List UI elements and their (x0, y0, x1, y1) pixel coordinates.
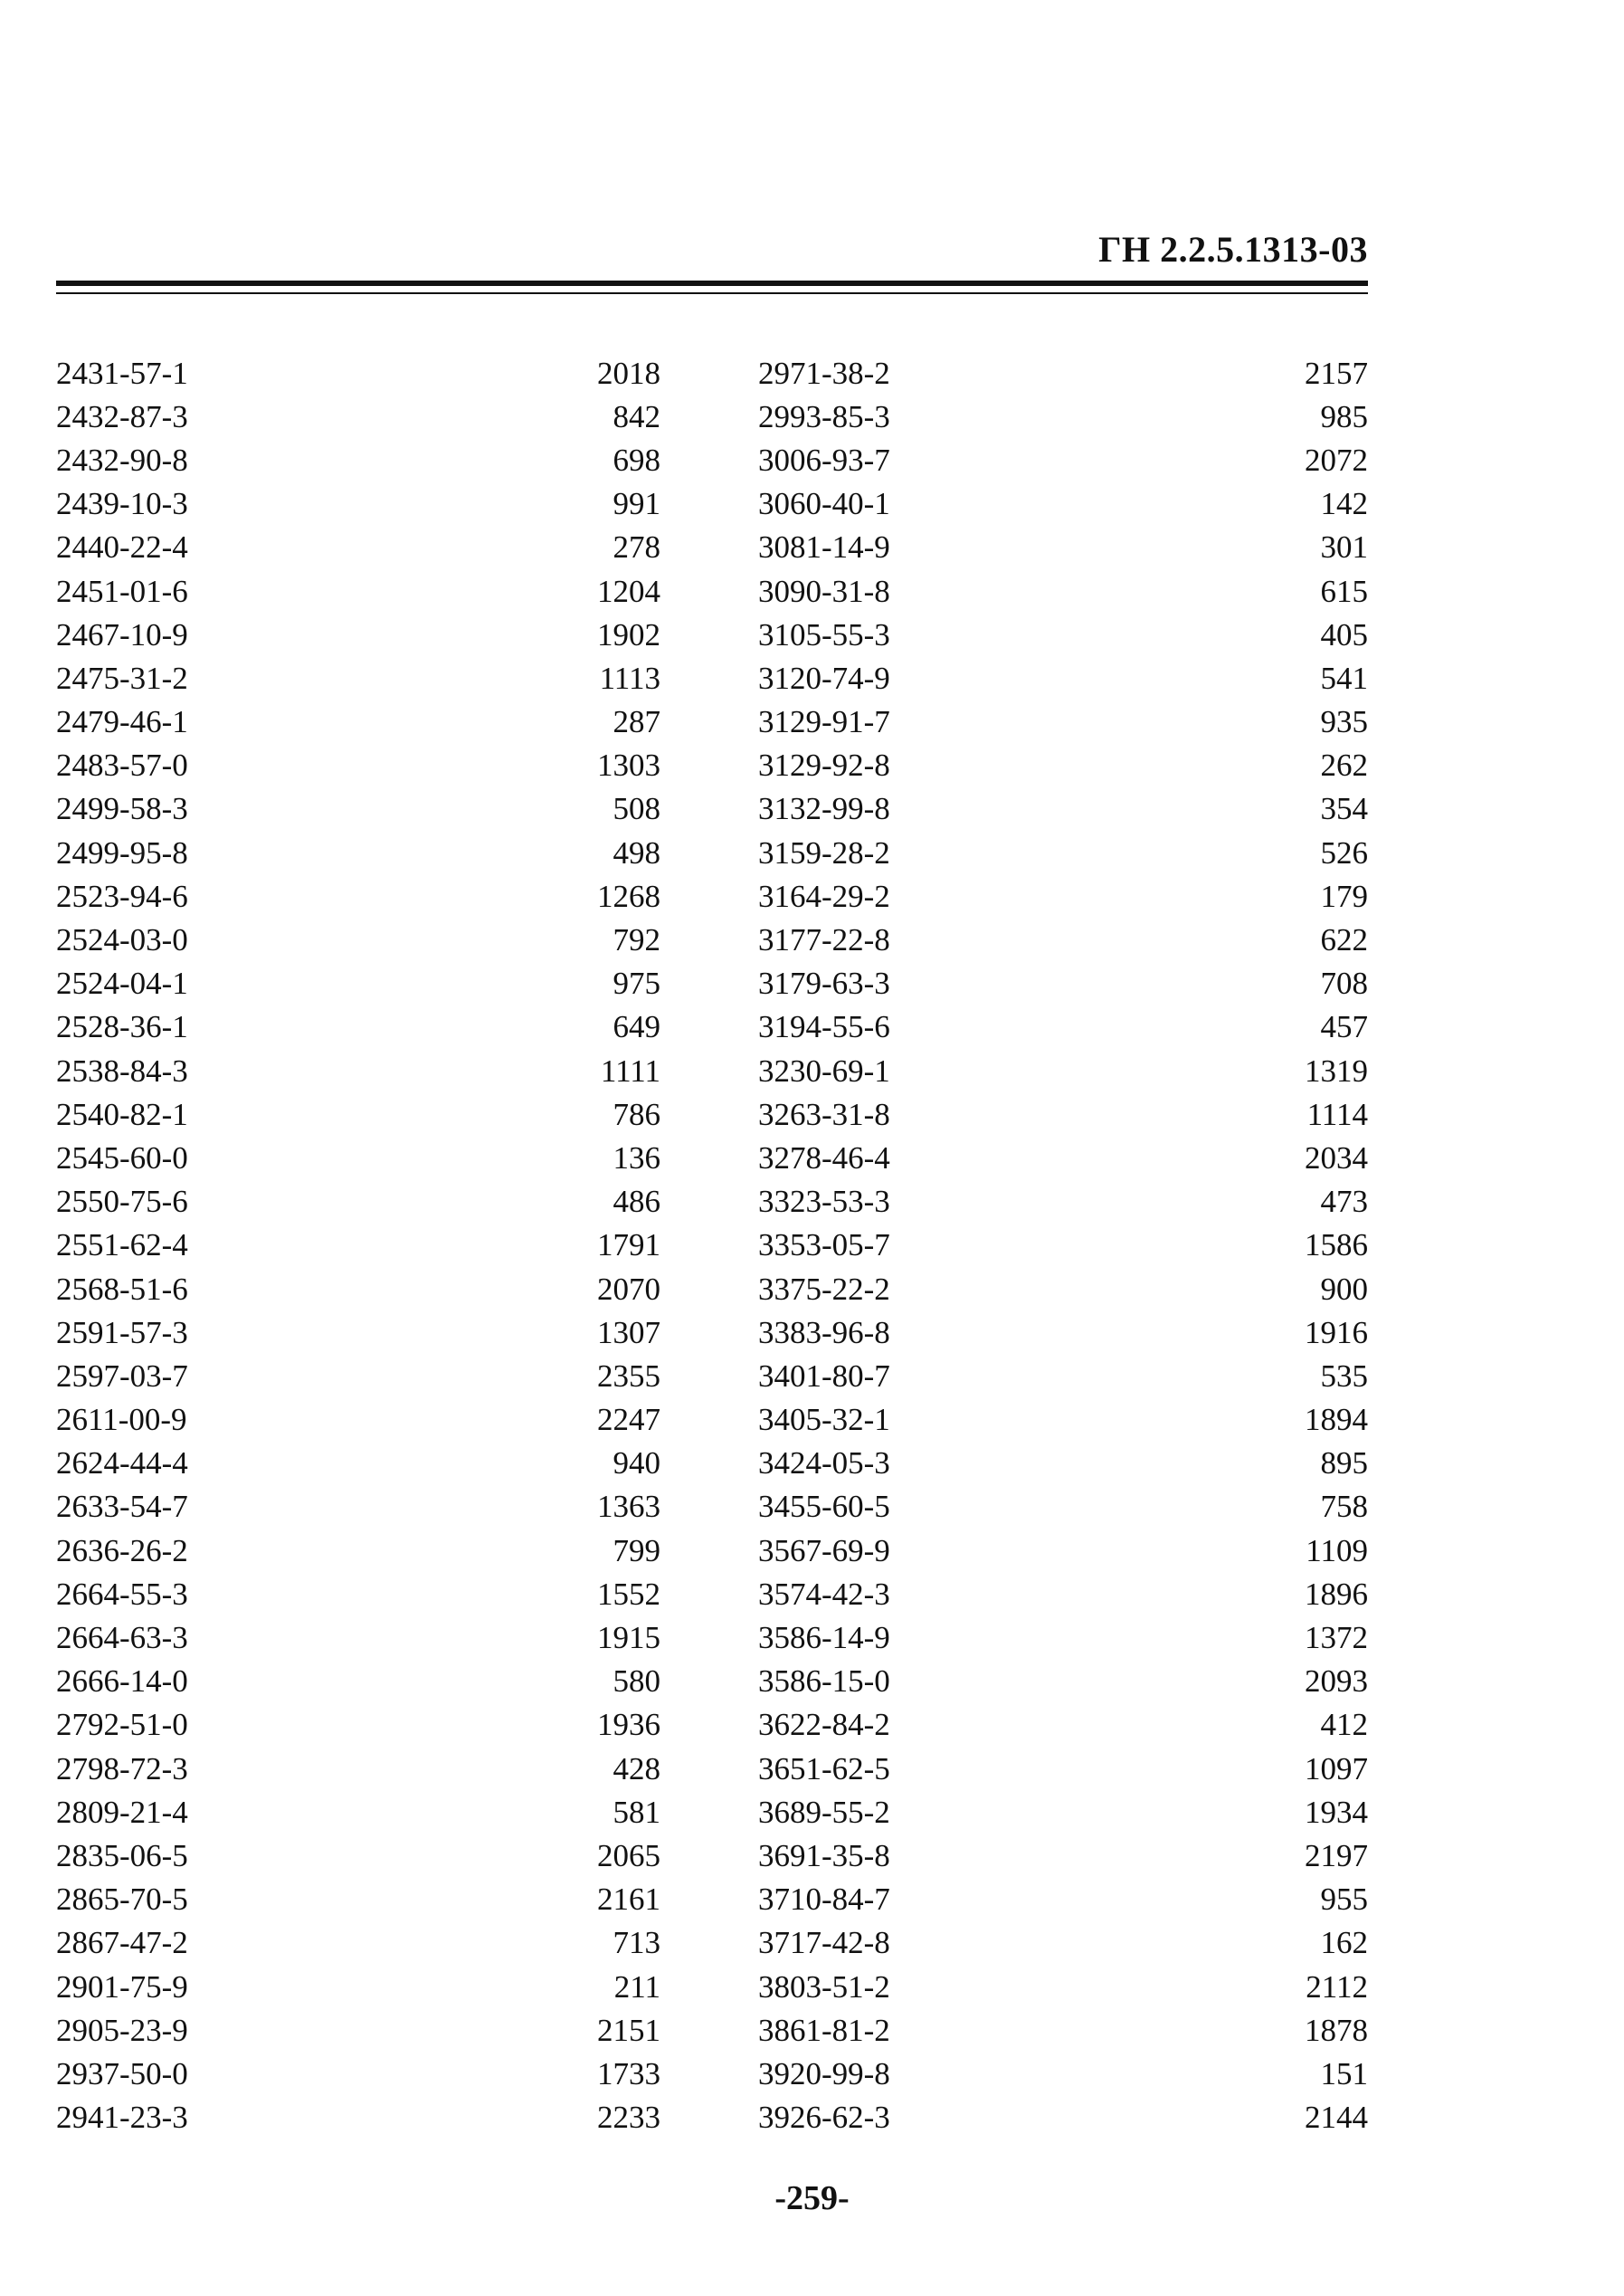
cas-number: 2432-90-8 (56, 442, 188, 478)
entry-number: 713 (613, 1925, 660, 1961)
table-row (56, 831, 660, 874)
cas-number: 2551-62-4 (56, 1227, 188, 1263)
cas-number: 2591-57-3 (56, 1314, 188, 1350)
entry-number: 1204 (597, 573, 660, 609)
table-row (758, 1965, 1368, 2008)
cas-number: 2809-21-4 (56, 1794, 188, 1830)
table-row (758, 1703, 1368, 1747)
cas-number: 2597-03-7 (56, 1358, 188, 1394)
cas-number: 3159-28-2 (758, 834, 890, 871)
header-rule-thin (56, 292, 1368, 294)
table-row (56, 351, 660, 395)
cas-number: 3263-31-8 (758, 1096, 890, 1132)
entry-number: 136 (613, 1139, 660, 1176)
cas-number: 3383-96-8 (758, 1314, 890, 1350)
entry-number: 2151 (597, 2012, 660, 2048)
table-row (758, 1485, 1368, 1529)
entry-number: 649 (613, 1009, 660, 1045)
table-row (758, 744, 1368, 787)
entry-number: 405 (1320, 616, 1368, 653)
entry-number: 142 (1320, 486, 1368, 522)
table-row (758, 874, 1368, 918)
table-row (56, 700, 660, 744)
table-row (758, 1834, 1368, 1877)
entry-number: 1936 (597, 1707, 660, 1743)
entry-number: 935 (1320, 704, 1368, 740)
entry-number: 2070 (597, 1271, 660, 1307)
entry-number: 1934 (1305, 1794, 1368, 1830)
page-number: -259- (774, 2179, 850, 2217)
table-row (758, 395, 1368, 438)
table-row (56, 1965, 660, 2008)
entry-number: 179 (1320, 878, 1368, 914)
cas-number: 2524-04-1 (56, 966, 188, 1002)
entry-number: 486 (613, 1184, 660, 1220)
entry-number: 1372 (1305, 1620, 1368, 1656)
cas-number: 2792-51-0 (56, 1707, 188, 1743)
entry-number: 2197 (1305, 1837, 1368, 1873)
entry-number: 622 (1320, 922, 1368, 958)
entry-number: 975 (613, 966, 660, 1002)
entry-number: 2355 (597, 1358, 660, 1394)
entry-number: 698 (613, 442, 660, 478)
entry-number: 151 (1320, 2055, 1368, 2091)
entry-number: 2112 (1306, 1968, 1368, 2005)
entry-number: 1109 (1306, 1532, 1368, 1568)
entry-number: 615 (1320, 573, 1368, 609)
cas-number: 2867-47-2 (56, 1925, 188, 1961)
cas-number: 3586-14-9 (758, 1620, 890, 1656)
entry-number: 758 (1320, 1489, 1368, 1525)
entry-number: 786 (613, 1096, 660, 1132)
cas-number: 3586-15-0 (758, 1663, 890, 1700)
cas-number: 2568-51-6 (56, 1271, 188, 1307)
table-row (758, 787, 1368, 831)
entry-number: 211 (613, 1968, 660, 2005)
table-row (758, 1921, 1368, 1965)
table-row (56, 1180, 660, 1224)
table-row (758, 2096, 1368, 2139)
table-row (56, 1136, 660, 1179)
table-row (56, 1224, 660, 1267)
entry-number: 955 (1320, 1882, 1368, 1918)
table-row (56, 874, 660, 918)
table-row (56, 1660, 660, 1703)
cas-number: 3129-92-8 (758, 748, 890, 784)
cas-number: 2666-14-0 (56, 1663, 188, 1700)
entry-number: 1268 (597, 878, 660, 914)
table-row (758, 1310, 1368, 1354)
entry-number: 799 (613, 1532, 660, 1568)
entry-number: 2247 (597, 1402, 660, 1438)
entry-number: 1586 (1305, 1227, 1368, 1263)
table-row (56, 1354, 660, 1397)
cas-number: 2528-36-1 (56, 1009, 188, 1045)
table-row (758, 482, 1368, 526)
entry-number: 541 (1320, 660, 1368, 696)
entry-number: 2144 (1305, 2100, 1368, 2136)
cas-number: 2440-22-4 (56, 529, 188, 566)
table-row (56, 1049, 660, 1092)
cas-number: 3401-80-7 (758, 1358, 890, 1394)
cas-number: 2483-57-0 (56, 748, 188, 784)
table-row (758, 1442, 1368, 1485)
entry-number: 508 (613, 791, 660, 827)
left-column (56, 351, 660, 2139)
entry-number: 1878 (1305, 2012, 1368, 2048)
table-row (758, 1049, 1368, 1092)
entry-number: 1113 (599, 660, 660, 696)
cas-number: 3177-22-8 (758, 922, 890, 958)
cas-number: 3006-93-7 (758, 442, 890, 478)
table-row (56, 482, 660, 526)
entry-number: 278 (613, 529, 660, 566)
table-row (56, 1310, 660, 1354)
cas-number: 3375-22-2 (758, 1271, 890, 1307)
cas-number: 3353-05-7 (758, 1227, 890, 1263)
entry-number: 498 (613, 834, 660, 871)
cas-number: 3179-63-3 (758, 966, 890, 1002)
cas-number: 3710-84-7 (758, 1882, 890, 1918)
table-row (56, 526, 660, 569)
table-row (56, 1442, 660, 1485)
right-column (758, 351, 1368, 2139)
entry-number: 1733 (597, 2055, 660, 2091)
cas-number: 3405-32-1 (758, 1402, 890, 1438)
table-row (758, 1878, 1368, 1921)
cas-number: 3691-35-8 (758, 1837, 890, 1873)
cas-number: 3129-91-7 (758, 704, 890, 740)
entry-number: 262 (1320, 748, 1368, 784)
cas-number: 2941-23-3 (56, 2100, 188, 2136)
entry-number: 2161 (597, 1882, 660, 1918)
cas-number: 3194-55-6 (758, 1009, 890, 1045)
entry-number: 842 (613, 398, 660, 434)
cas-number: 2475-31-2 (56, 660, 188, 696)
cas-number: 2538-84-3 (56, 1053, 188, 1089)
entry-number: 940 (613, 1445, 660, 1481)
entry-number: 1552 (597, 1576, 660, 1612)
entry-number: 900 (1320, 1271, 1368, 1307)
cas-number: 2439-10-3 (56, 486, 188, 522)
table-row (758, 2052, 1368, 2095)
cas-number: 3090-31-8 (758, 573, 890, 609)
table-row (758, 2008, 1368, 2052)
table-row (56, 2096, 660, 2139)
entry-number: 985 (1320, 398, 1368, 434)
table-row (758, 962, 1368, 1005)
cas-number: 3651-62-5 (758, 1750, 890, 1786)
table-row (758, 613, 1368, 656)
table-row (56, 438, 660, 481)
cas-number: 3164-29-2 (758, 878, 890, 914)
entry-number: 2072 (1305, 442, 1368, 478)
entry-number: 792 (613, 922, 660, 958)
cas-number: 3455-60-5 (758, 1489, 890, 1525)
table-row (56, 1485, 660, 1529)
header-rule-thick (56, 281, 1368, 286)
table-row (758, 831, 1368, 874)
entry-number: 1916 (1305, 1314, 1368, 1350)
cas-number: 2467-10-9 (56, 616, 188, 653)
table-row (758, 700, 1368, 744)
table-row (758, 1224, 1368, 1267)
cas-number: 2550-75-6 (56, 1184, 188, 1220)
table-row (758, 1747, 1368, 1790)
entry-number: 708 (1320, 966, 1368, 1002)
entry-number: 2034 (1305, 1139, 1368, 1176)
cas-number: 3323-53-3 (758, 1184, 890, 1220)
table-row (758, 1180, 1368, 1224)
entry-number: 1896 (1305, 1576, 1368, 1612)
table-row (758, 1354, 1368, 1397)
cas-number: 3132-99-8 (758, 791, 890, 827)
entry-number: 1111 (600, 1053, 660, 1089)
cas-number: 2798-72-3 (56, 1750, 188, 1786)
entry-number: 287 (613, 704, 660, 740)
table-row (758, 438, 1368, 481)
cas-number: 3861-81-2 (758, 2012, 890, 2048)
entry-number: 2065 (597, 1837, 660, 1873)
entry-number: 428 (613, 1750, 660, 1786)
entry-number: 581 (613, 1794, 660, 1830)
cas-number: 2611-00-9 (56, 1402, 187, 1438)
entry-number: 2018 (597, 355, 660, 391)
cas-number: 2479-46-1 (56, 704, 188, 740)
entry-number: 2157 (1305, 355, 1368, 391)
cas-number: 3060-40-1 (758, 486, 890, 522)
entry-number: 162 (1320, 1925, 1368, 1961)
cas-number: 2971-38-2 (758, 355, 890, 391)
table-row (758, 1529, 1368, 1572)
table-row (56, 918, 660, 961)
table-row (56, 1572, 660, 1615)
table-row (56, 1615, 660, 1659)
entry-number: 1319 (1305, 1053, 1368, 1089)
table-row (758, 1005, 1368, 1049)
table-row (56, 656, 660, 700)
cas-number: 3622-84-2 (758, 1707, 890, 1743)
entry-number: 301 (1320, 529, 1368, 566)
entry-number: 354 (1320, 791, 1368, 827)
cas-number: 2937-50-0 (56, 2055, 188, 2091)
table-row (758, 1615, 1368, 1659)
entry-number: 457 (1320, 1009, 1368, 1045)
cas-number: 3424-05-3 (758, 1445, 890, 1481)
cas-number: 2499-58-3 (56, 791, 188, 827)
table-row (56, 787, 660, 831)
table-row (56, 613, 660, 656)
table-row (56, 744, 660, 787)
cas-number: 3920-99-8 (758, 2055, 890, 2091)
cas-number: 2451-01-6 (56, 573, 188, 609)
cas-number: 2664-55-3 (56, 1576, 188, 1612)
table-row (758, 526, 1368, 569)
table-row (758, 1092, 1368, 1136)
entry-number: 1363 (597, 1489, 660, 1525)
cas-number: 3081-14-9 (758, 529, 890, 566)
cas-number: 2636-26-2 (56, 1532, 188, 1568)
table-row (758, 1398, 1368, 1442)
cas-number: 3689-55-2 (758, 1794, 890, 1830)
table-row (758, 1136, 1368, 1179)
entry-number: 1114 (1306, 1096, 1368, 1132)
cas-number: 2624-44-4 (56, 1445, 188, 1481)
entry-number: 991 (613, 486, 660, 522)
table-row (56, 2052, 660, 2095)
table-row (56, 1529, 660, 1572)
cas-number: 3803-51-2 (758, 1968, 890, 2005)
cas-number: 3574-42-3 (758, 1576, 890, 1612)
cas-number: 2499-95-8 (56, 834, 188, 871)
cas-number: 3278-46-4 (758, 1139, 890, 1176)
table-row (56, 1267, 660, 1310)
document-code: ГН 2.2.5.1313-03 (1098, 229, 1368, 270)
cas-number: 2431-57-1 (56, 355, 188, 391)
table-row (758, 351, 1368, 395)
entry-number: 2093 (1305, 1663, 1368, 1700)
cas-number: 3567-69-9 (758, 1532, 890, 1568)
table-row (56, 1790, 660, 1834)
table-row (56, 1878, 660, 1921)
table-row (56, 2008, 660, 2052)
entry-number: 2233 (597, 2100, 660, 2136)
table-row (758, 1572, 1368, 1615)
table-row (56, 962, 660, 1005)
table-row (758, 918, 1368, 961)
table-row (56, 1747, 660, 1790)
cas-number: 2432-87-3 (56, 398, 188, 434)
cas-number: 2901-75-9 (56, 1968, 188, 2005)
entry-number: 535 (1320, 1358, 1368, 1394)
cas-number: 2664-63-3 (56, 1620, 188, 1656)
entry-number: 895 (1320, 1445, 1368, 1481)
table-row (56, 395, 660, 438)
table-row (56, 1921, 660, 1965)
cas-number: 2540-82-1 (56, 1096, 188, 1132)
cas-number: 2993-85-3 (758, 398, 890, 434)
entry-number: 1902 (597, 616, 660, 653)
entry-number: 1097 (1305, 1750, 1368, 1786)
cas-number: 3120-74-9 (758, 660, 890, 696)
table-row (56, 1005, 660, 1049)
cas-number: 2835-06-5 (56, 1837, 188, 1873)
table-row (758, 1790, 1368, 1834)
cas-number: 3105-55-3 (758, 616, 890, 653)
table-row (758, 1660, 1368, 1703)
table-row (758, 569, 1368, 613)
table-row (56, 1092, 660, 1136)
table-row (758, 656, 1368, 700)
cas-number: 3230-69-1 (758, 1053, 890, 1089)
cas-number: 2633-54-7 (56, 1489, 188, 1525)
cas-number: 2865-70-5 (56, 1882, 188, 1918)
table-row (56, 1703, 660, 1747)
entry-number: 1307 (597, 1314, 660, 1350)
table-row (56, 1398, 660, 1442)
entry-number: 1303 (597, 748, 660, 784)
table-row (56, 1834, 660, 1877)
cas-number: 2905-23-9 (56, 2012, 188, 2048)
entry-number: 1791 (597, 1227, 660, 1263)
cas-number: 2523-94-6 (56, 878, 188, 914)
table-row (56, 569, 660, 613)
cas-number: 3926-62-3 (758, 2100, 890, 2136)
entry-number: 526 (1320, 834, 1368, 871)
table-row (758, 1267, 1368, 1310)
cas-number: 3717-42-8 (758, 1925, 890, 1961)
cas-number: 2524-03-0 (56, 922, 188, 958)
entry-number: 412 (1320, 1707, 1368, 1743)
cas-number: 2545-60-0 (56, 1139, 188, 1176)
entry-number: 473 (1320, 1184, 1368, 1220)
entry-number: 580 (613, 1663, 660, 1700)
entry-number: 1915 (597, 1620, 660, 1656)
entry-number: 1894 (1305, 1402, 1368, 1438)
